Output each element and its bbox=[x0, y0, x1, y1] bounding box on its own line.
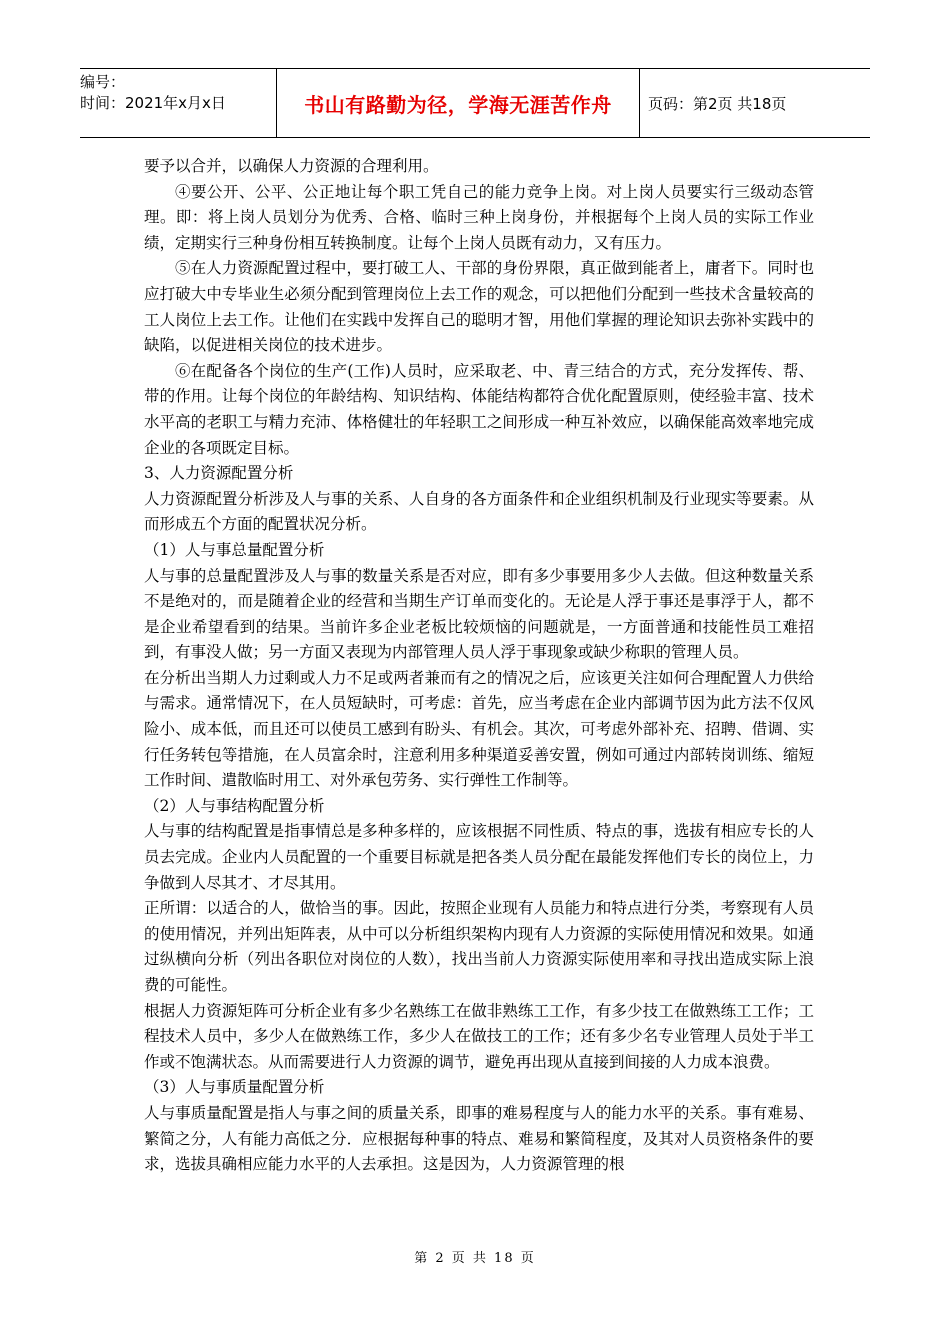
body-paragraph: 人力资源配置分析涉及人与事的关系、人自身的各方面条件和企业组织机制及行业现实等要素。从而形成五个方面的配置状况分析。 bbox=[144, 489, 814, 534]
body-paragraph: 要予以合并，以确保人力资源的合理利用。 bbox=[144, 157, 439, 175]
header-page-info: 页码：第2页 共18页 bbox=[648, 94, 787, 113]
header-motto: 书山有路勤为径，学海无涯苦作舟 bbox=[276, 69, 640, 137]
subsection-heading: （1）人与事总量配置分析 bbox=[144, 540, 325, 559]
body-paragraph: 正所谓：以适合的人，做恰当的事。因此，按照企业现有人员能力和特点进行分类，考察现有人员的使用情况，并列出矩阵表，从中可以分析组织架构内现有人力资源的实际使用情况和效果。如通过纵横向分析（列出各职位对岗位的人数），找出当前人力资源实际使用率和寻找出造成实际上浪费的可能性。 bbox=[144, 899, 814, 994]
body-paragraph: 人与事的总量配置涉及人与事的数量关系是否对应，即有多少事要用多少人去做。但这种数量关系不是绝对的，而是随着企业的经营和当期生产订单而变化的。无论是人浮于事还是事浮于人，都不是企业希望看到的结果。当前许多企业老板比较烦恼的问题就是，一方面普通和技能性员工难招到，有事没人做；另一方面又表现为内部管理人员人浮于事现象或缺少称职的管理人员。 bbox=[144, 566, 814, 662]
body-paragraph: 在分析出当期人力过剩或人力不足或两者兼而有之的情况之后，应该更关注如何合理配置人力供给与需求。通常情况下，在人员短缺时，可考虑：首先，应当考虑在企业内部调节因为此方法不仅风险小、成本低，而且还可以使员工感到有盼头、有机会。其次，可考虑外部补充、招聘、借调、实行任务转包等措施，在人员富余时，注意利用多种渠道妥善安置，例如可通过内部转岗训练、缩短工作时间、遣散临时用工、对外承包劳务、实行弹性工作制等。 bbox=[144, 668, 814, 790]
subsection-heading: （3）人与事质量配置分析 bbox=[144, 1078, 325, 1097]
page-footer: 第 2 页 共 18 页 bbox=[414, 1251, 536, 1266]
header-meta bbox=[80, 69, 276, 137]
body-paragraph: ④要公开、公平、公正地让每个职工凭自己的能力竞争上岗。对上岗人员要实行三级动态管理。即：将上岗人员划分为优秀、合格、临时三种上岗身份，并根据每个上岗人员的实际工作业绩，定期实行三种身份相互转换制度。让每个上岗人员既有动力，又有压力。 bbox=[144, 182, 814, 252]
document-number-label: 编号： bbox=[80, 73, 126, 91]
document-body bbox=[144, 154, 814, 1178]
body-paragraph: 根据人力资源矩阵可分析企业有多少名熟练工在做非熟练工工作，有多少技工在做熟练工工作；工程技术人员中，多少人在做熟练工作，多少人在做技工的工作；还有多少名专业管理人员处于半工作或不饱满状态。从而需要进行人力资源的调节，避免再出现从直接到间接的人力成本浪费。 bbox=[144, 1001, 814, 1071]
subsection-heading: （2）人与事结构配置分析 bbox=[144, 796, 325, 815]
section-heading: 3、人力资源配置分析 bbox=[144, 464, 294, 483]
body-paragraph: 人与事质量配置是指人与事之间的质量关系，即事的难易程度与人的能力水平的关系。事有难易、繁简之分，人有能力高低之分．应根据每种事的特点、难易和繁简程度，及其对人员资格条件的要求，选拔具确相应能力水平的人去承担。这是因为，人力资源管理的根 bbox=[144, 1103, 814, 1174]
document-time-label: 时间：2021年x月x日 bbox=[80, 94, 226, 112]
document-header bbox=[80, 68, 870, 138]
body-paragraph: ⑤在人力资源配置过程中，要打破工人、干部的身份界限，真正做到能者上，庸者下。同时也应打破大中专毕业生必须分配到管理岗位上去工作的观念，可以把他们分配到一些技术含量较高的工人岗位上去工作。让他们在实践中发挥自己的聪明才智，用他们掌握的理论知识去弥补实践中的缺陷，以促进相关岗位的技术进步。 bbox=[144, 259, 814, 355]
body-paragraph: 人与事的结构配置是指事情总是多种多样的，应该根据不同性质、特点的事，选拔有相应专长的人员去完成。企业内人员配置的一个重要目标就是把各类人员分配在最能发挥他们专长的岗位上，力争做到人尽其才、才尽其用。 bbox=[144, 822, 814, 892]
body-paragraph: ⑥在配备各个岗位的生产(工作)人员时，应采取老、中、青三结合的方式，充分发挥传、帮、带的作用。让每个岗位的年龄结构、知识结构、体能结构都符合优化配置原则，使经验丰富、技术水平高的老职工与精力充沛、体格健壮的年轻职工之间形成一种互补效应，以确保能高效率地完成企业的各项既定目标。 bbox=[144, 361, 814, 457]
